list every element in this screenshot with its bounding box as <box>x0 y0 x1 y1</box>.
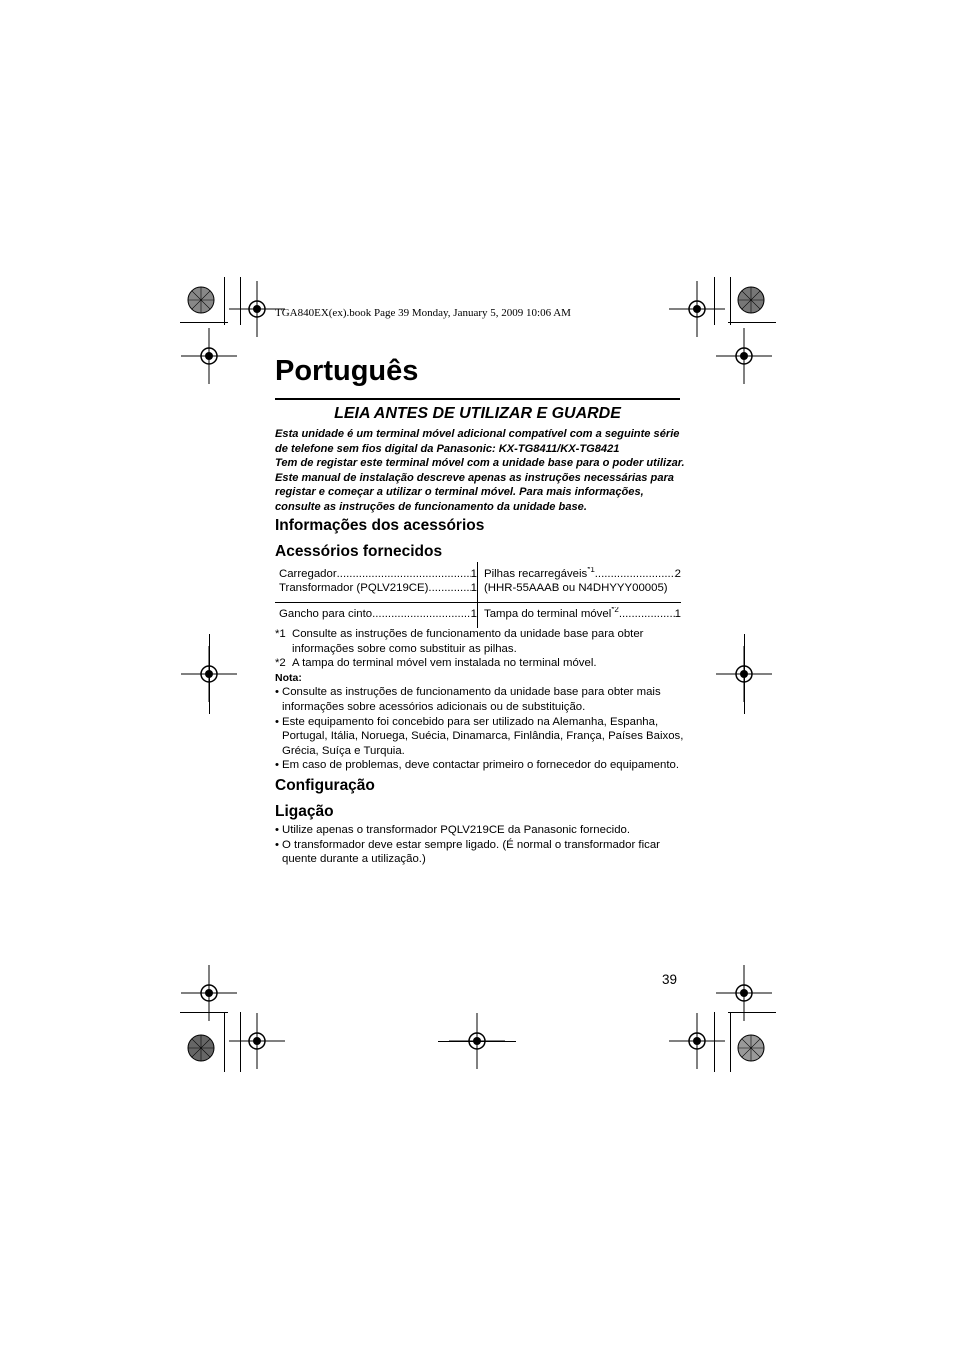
accessory-qty: 2 <box>674 568 681 580</box>
page-title: Português <box>275 355 419 387</box>
footnote-ref: *2 <box>611 607 619 614</box>
table-cell <box>478 603 681 628</box>
registration-mark-icon <box>669 1013 725 1069</box>
list-item <box>275 823 685 838</box>
accessory-qty: 1 <box>470 582 477 594</box>
list-item <box>275 685 685 714</box>
registration-mark-icon <box>716 328 772 384</box>
bullet: • <box>275 715 279 728</box>
table-cell <box>275 603 478 628</box>
list-text: O transformador deve estar sempre ligado. (É normal o transformador ficar quente durante a utilização.) <box>282 838 660 866</box>
table-cell <box>478 562 681 603</box>
accessory-qty: 1 <box>470 608 477 620</box>
intro-paragraph: Esta unidade é um terminal móvel adicional compatível com a seguinte série de telefone sem fios digital da Panasonic: KX-TG8411/KX-TG8421 <box>275 428 680 455</box>
bullet: • <box>275 838 279 851</box>
accessory-item <box>279 607 477 621</box>
footnote-text: Consulte as instruções de funcionamento da unidade base para obter informações sobre como substituir as pilhas. <box>292 628 644 655</box>
footnote-mark: *1 <box>275 628 286 640</box>
configuration-heading: Configuração <box>275 777 375 794</box>
connection-heading: Ligação <box>275 803 334 820</box>
title-rule <box>275 398 680 400</box>
footnote-text: A tampa do terminal móvel vem instalada no terminal móvel. <box>292 657 597 670</box>
color-wheel-icon <box>737 286 765 314</box>
note-text: Em caso de problemas, deve contactar primeiro o fornecedor do equipamento. <box>282 759 679 772</box>
footnote <box>275 627 685 656</box>
note-label: Nota: <box>275 671 302 684</box>
accessories-table <box>275 562 681 628</box>
accessory-qty: 1 <box>470 568 477 580</box>
intro-text <box>275 427 685 515</box>
color-wheel-icon <box>737 1034 765 1062</box>
bullet: • <box>275 686 279 699</box>
list-item <box>275 758 685 773</box>
footnote-mark: *2 <box>275 657 286 670</box>
list-item <box>275 715 685 759</box>
page-number: 39 <box>662 972 678 987</box>
accessory-item <box>484 607 681 621</box>
footnote <box>275 656 685 671</box>
accessories-heading: Informações dos acessórios <box>275 517 485 534</box>
accessory-label: Tampa do terminal móvel <box>484 608 612 620</box>
table-cell <box>275 562 478 603</box>
table-row <box>275 603 681 628</box>
accessory-model: (HHR-55AAAB ou N4DHYYY00005) <box>484 582 668 594</box>
list-text: Utilize apenas o transformador PQLV219CE da Panasonic fornecido. <box>282 824 631 836</box>
bullet: • <box>275 824 279 836</box>
footnote-ref: *1 <box>587 567 595 574</box>
color-wheel-icon <box>187 286 215 314</box>
accessory-item <box>279 581 477 595</box>
table-row <box>275 562 681 603</box>
accessory-label: Gancho para cinto <box>279 608 373 620</box>
supplied-accessories-heading: Acessórios fornecidos <box>275 543 443 560</box>
connection-list <box>275 823 685 867</box>
notes-block <box>275 627 685 773</box>
accessory-label: Pilhas recarregáveis <box>484 568 588 580</box>
note-text: Consulte as instruções de funcionamento da unidade base para obter mais informações sobre acessórios adicionais ou de substituição. <box>282 686 661 713</box>
color-wheel-icon <box>187 1034 215 1062</box>
bullet: • <box>275 759 279 772</box>
book-header: TGA840EX(ex).book Page 39 Monday, January 5, 2009 10:06 AM <box>275 307 571 319</box>
accessory-item <box>279 567 477 581</box>
accessory-label: Transformador (PQLV219CE) <box>279 582 429 594</box>
section-title: LEIA ANTES DE UTILIZAR E GUARDE <box>334 405 621 422</box>
registration-mark-icon <box>229 1013 285 1069</box>
accessory-qty: 1 <box>674 608 681 620</box>
accessory-label: Carregador <box>279 568 337 580</box>
intro-paragraph: Tem de registar este terminal móvel com a unidade base para o poder utilizar. Este manual de instalação descreve apenas as instruções necessárias para registar e começar a utilizar o terminal móvel. Para mais informações, consulte as instruções de funcionamento da unidade base. <box>275 457 685 513</box>
registration-mark-icon <box>181 328 237 384</box>
note-text: Este equipamento foi concebido para ser utilizado na Alemanha, Espanha, Portugal, Itália, Noruega, Suécia, Dinamarca, Finlândia, França, Países Baixos, Grécia, Suíça e Turquia. <box>282 715 684 757</box>
list-item <box>275 838 685 867</box>
accessory-item <box>484 567 681 581</box>
